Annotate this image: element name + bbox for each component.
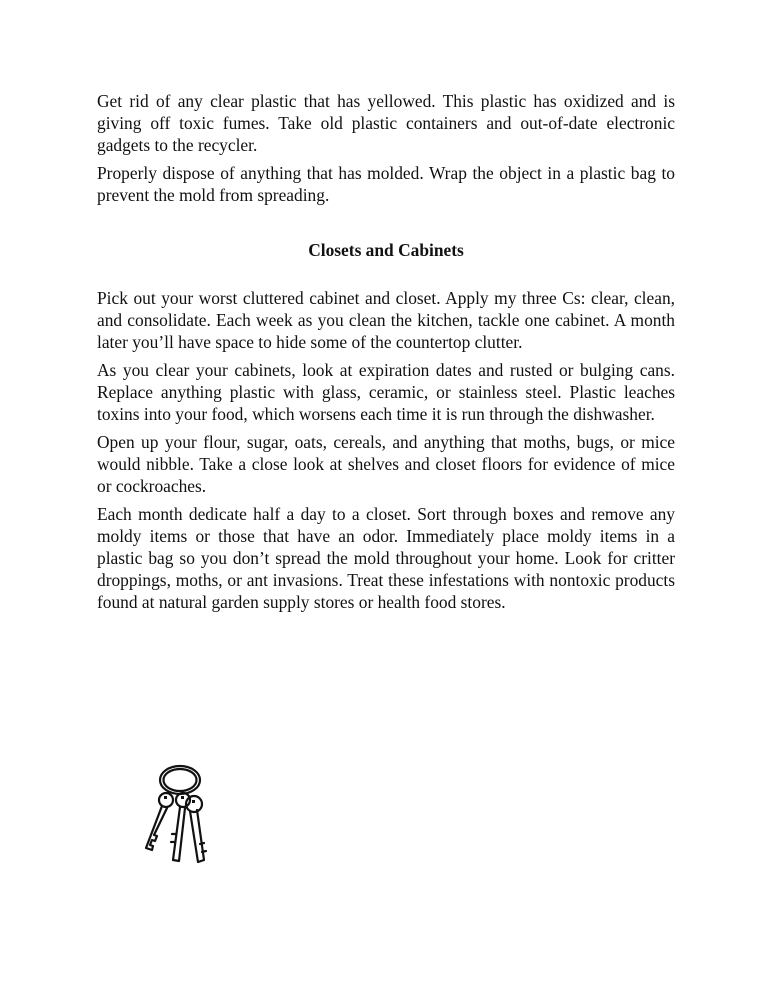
intro-paragraph-1: Get rid of any clear plastic that has yellowed. This plastic has oxidized and is giving off toxic fumes. Take old plastic containers and out-of-date electronic gadgets to the recycler. — [97, 91, 675, 155]
section-paragraph-2: As you clear your cabinets, look at expiration dates and rusted or bulging cans. Replace anything plastic with glass, ceramic, or stainless steel. Plastic leaches toxins into your food, which worsens each time it is run through the dishwasher. — [97, 360, 675, 424]
keys-icon — [136, 764, 210, 870]
section-body — [97, 287, 675, 613]
section-paragraph-1: Pick out your worst cluttered cabinet and closet. Apply my three Cs: clear, clean, and consolidate. Each week as you clean the kitchen, tackle one cabinet. A month later you’ll have space to hide some of the countertop clutter. — [97, 288, 675, 352]
intro-paragraph-2: Properly dispose of anything that has molded. Wrap the object in a plastic bag to prevent the mold from spreading. — [97, 163, 675, 205]
document-page — [97, 90, 675, 613]
section-heading: Closets and Cabinets — [308, 240, 464, 260]
section-paragraph-4: Each month dedicate half a day to a closet. Sort through boxes and remove any moldy items or those that have an odor. Immediately place moldy items in a plastic bag so you don’t spread the mold throughout your home. Look for critter droppings, moths, or ant invasions. Treat these infestations with nontoxic products found at natural garden supply stores or health food stores. — [97, 504, 675, 612]
section-paragraph-3: Open up your flour, sugar, oats, cereals, and anything that moths, bugs, or mice would nibble. Take a close look at shelves and closet floors for evidence of mice or cockroaches. — [97, 432, 675, 496]
